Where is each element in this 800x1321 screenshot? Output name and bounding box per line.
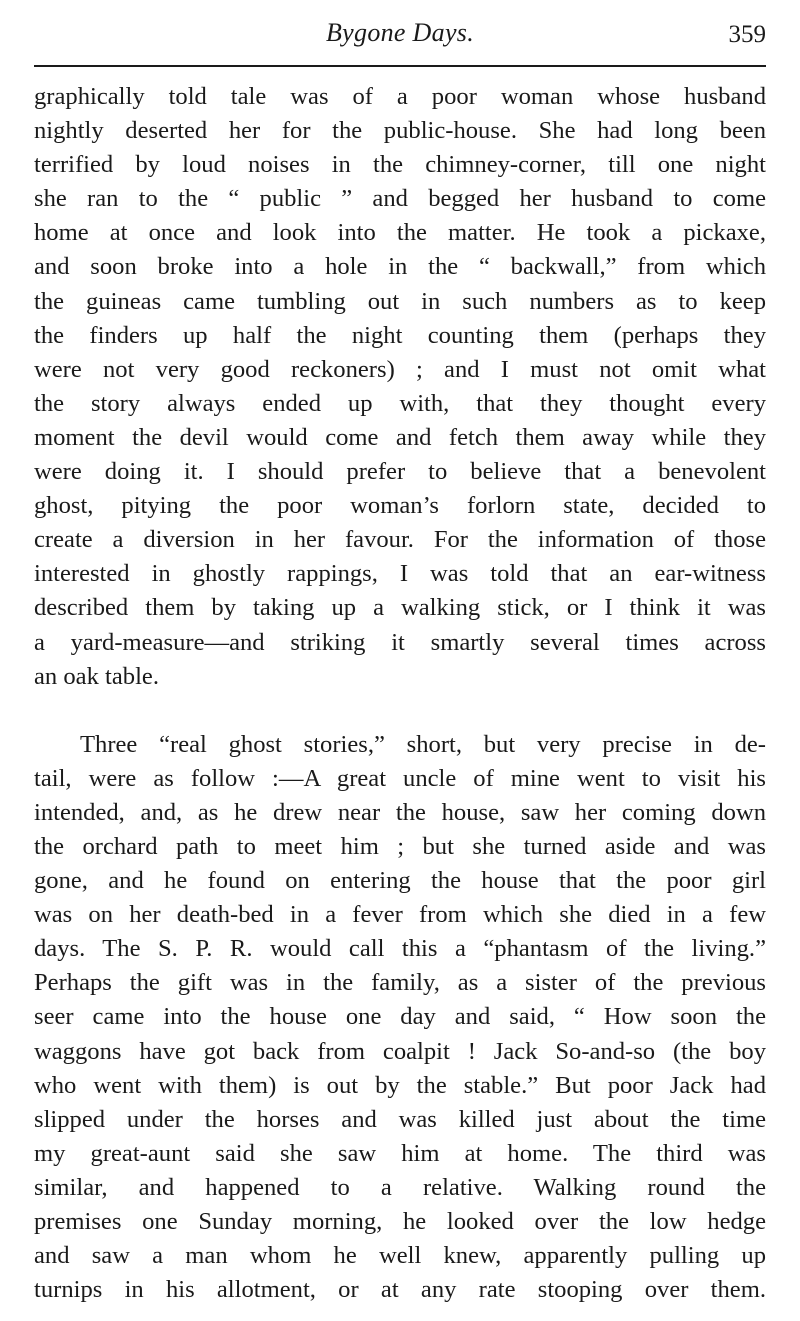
text-line: the story always ended up with, that they thought every <box>34 389 766 417</box>
header-rule <box>34 65 766 67</box>
text-line: was on her death-bed in a fever from which she died in a few <box>34 901 766 929</box>
text-line: seer came into the house one day and said, “ How soon the <box>34 1003 766 1031</box>
text-line: the guineas came tumbling out in such numbers as to keep <box>34 287 766 315</box>
text-line: an oak table. <box>34 662 159 690</box>
text-line: terrified by loud noises in the chimney-corner, till one night <box>34 151 766 179</box>
text-line: turnips in his allotment, or at any rate stooping over them. <box>34 1276 766 1304</box>
text-line: interested in ghostly rappings, I was told that an ear-witness <box>34 560 766 588</box>
text-line: my great-aunt said she saw him at home. The third was <box>34 1139 766 1167</box>
text-line: intended, and, as he drew near the house, saw her coming down <box>34 798 766 826</box>
text-line: Three “real ghost stories,” short, but very precise in de- <box>80 730 766 758</box>
paragraph-spacer <box>34 694 766 728</box>
text-line: graphically told tale was of a poor woman whose husband <box>34 83 766 110</box>
text-line: and saw a man whom he well knew, apparently pulling up <box>34 1242 766 1270</box>
text-line: create a diversion in her favour. For the information of those <box>34 526 766 554</box>
text-line: and soon broke into a hole in the “ backwall,” from which <box>34 253 766 281</box>
text-line: moment the devil would come and fetch them away while they <box>34 423 766 451</box>
text-line: she ran to the “ public ” and begged her husband to come <box>34 185 766 213</box>
text-line: similar, and happened to a relative. Walking round the <box>34 1173 766 1201</box>
text-line: premises one Sunday morning, he looked over the low hedge <box>34 1208 766 1235</box>
text-line: the finders up half the night counting them (perhaps they <box>34 321 766 349</box>
text-line: days. The S. P. R. would call this a “phantasm of the living.” <box>34 935 766 963</box>
body-text <box>34 80 766 1307</box>
text-line: ghost, pitying the poor woman’s forlorn state, decided to <box>34 492 766 520</box>
text-line: home at once and look into the matter. He took a pickaxe, <box>34 219 766 247</box>
text-line: slipped under the horses and was killed just about the time <box>34 1105 766 1133</box>
page-number: 359 <box>728 21 766 48</box>
text-line: Perhaps the gift was in the family, as a sister of the previous <box>34 969 766 997</box>
text-line: waggons have got back from coalpit ! Jack So-and-so (the boy <box>34 1037 766 1065</box>
text-line: tail, were as follow :—A great uncle of mine went to visit his <box>34 764 766 792</box>
running-title: Bygone Days. <box>326 18 474 47</box>
paragraph-1 <box>34 80 766 694</box>
text-line: were not very good reckoners) ; and I must not omit what <box>34 355 766 383</box>
text-line: a yard-measure—and striking it smartly several times across <box>34 628 766 656</box>
paragraph-2 <box>34 728 766 1308</box>
text-line: were doing it. I should prefer to believe that a benevolent <box>34 458 766 486</box>
text-line: the orchard path to meet him ; but she turned aside and was <box>34 832 766 860</box>
text-line: who went with them) is out by the stable.” But poor Jack had <box>34 1071 766 1099</box>
text-line: gone, and he found on entering the house that the poor girl <box>34 867 766 895</box>
text-line: nightly deserted her for the public-house. She had long been <box>34 117 766 145</box>
text-line: described them by taking up a walking stick, or I think it was <box>34 594 766 622</box>
